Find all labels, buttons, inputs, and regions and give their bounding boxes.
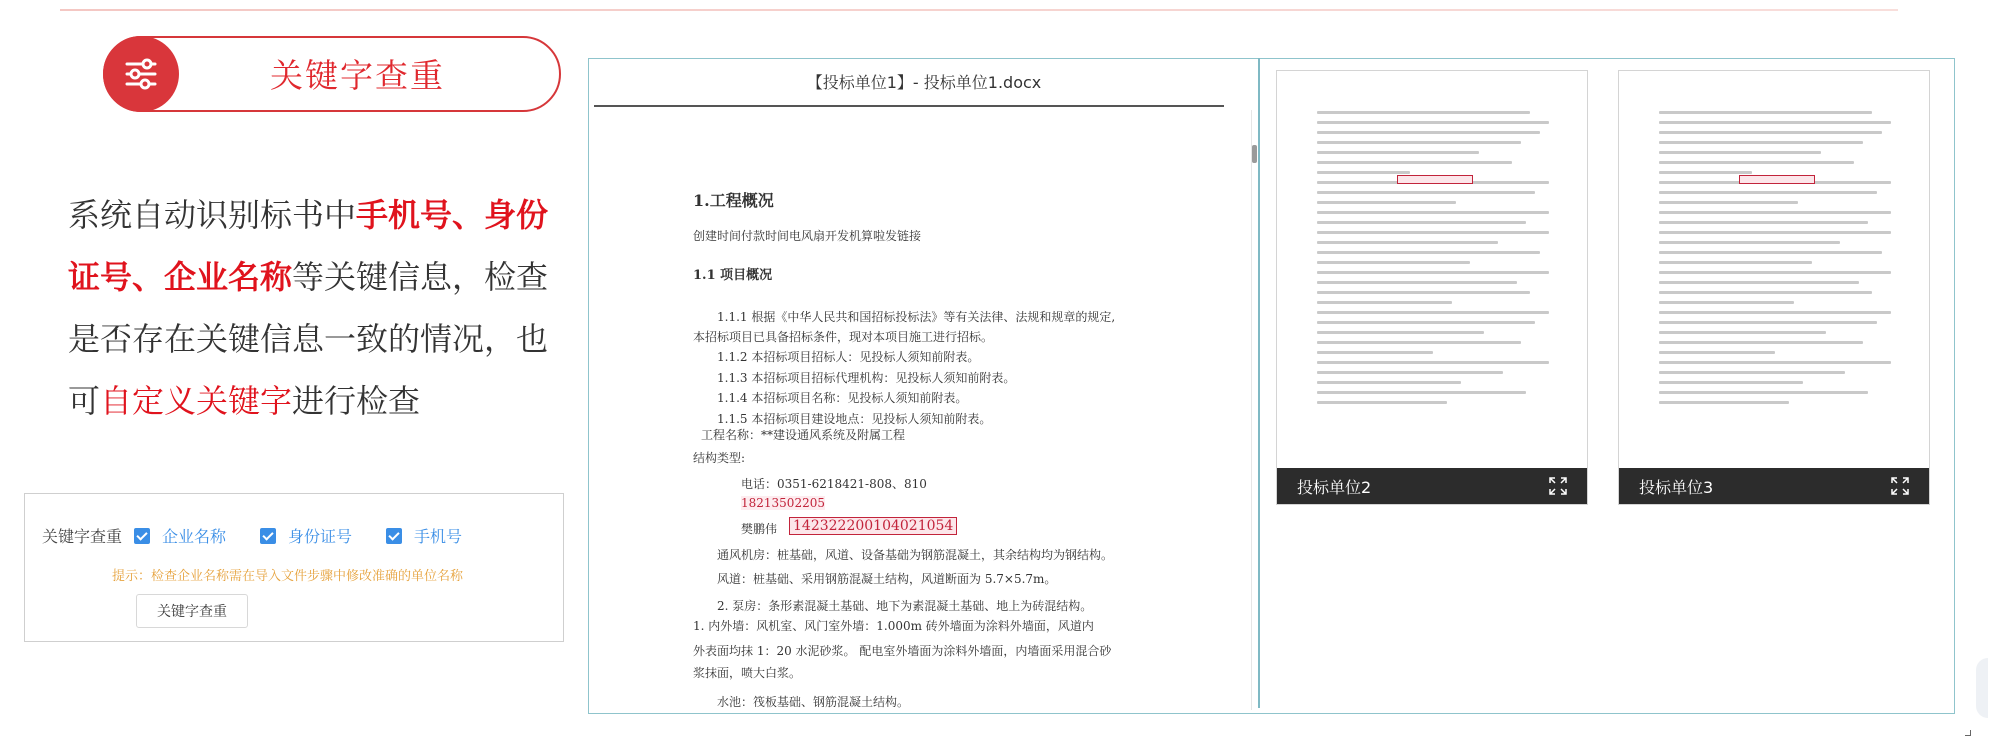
document-scroll-thumb[interactable] — [1252, 145, 1257, 163]
keyword-check-button[interactable]: 关键字查重 — [136, 594, 248, 628]
thumbnail-page-preview — [1659, 111, 1891, 411]
highlight-phone: 18213502205 — [741, 496, 825, 510]
feature-description — [68, 184, 554, 432]
checkbox-checked-icon[interactable] — [386, 528, 402, 544]
thumbnail-card[interactable] — [1276, 70, 1588, 505]
doc-subheading: 1.1 项目概况 — [693, 268, 773, 283]
document-title-rule — [594, 105, 1224, 107]
keyword-check-panel — [24, 493, 564, 642]
doc-line: 1.1.5 本招标项目建设地点：见投标人须知前附表。 — [717, 412, 992, 426]
doc-heading: 1.工程概况 — [693, 191, 774, 210]
doc-line: 结构类型: — [693, 451, 746, 465]
desc-text-3: 进行检查 — [292, 382, 421, 420]
doc-line: 2. 泵房：条形素混凝土基础、地下为素混凝土基础、地上为砖混结构。 — [717, 599, 1093, 613]
side-handle[interactable] — [1976, 658, 1988, 718]
thumbnail-caption-bar — [1277, 468, 1587, 504]
expand-icon[interactable] — [1891, 477, 1909, 495]
frame-divider — [1258, 58, 1260, 708]
top-divider — [60, 9, 1898, 11]
desc-text-1: 系统自动识别标书中 — [68, 196, 357, 234]
checkbox-label: 企业名称 — [162, 527, 227, 546]
doc-line: 外表面均抹 1：20 水泥砂浆。 配电室外墙面为涂料外墙面，内墙面采用混合砂 — [693, 644, 1112, 658]
doc-line: 本招标项目已具备招标条件，现对本项目施工进行招标。 — [693, 330, 994, 344]
doc-line: 1.1.4 本招标项目名称：见投标人须知前附表。 — [717, 391, 968, 405]
thumbnail-page-preview — [1317, 111, 1549, 411]
checkbox-phone[interactable] — [386, 524, 462, 547]
option-row — [42, 524, 496, 547]
doc-line: 水池：筏板基础、钢筋混凝土结构。 — [717, 695, 910, 709]
checkbox-checked-icon[interactable] — [134, 528, 150, 544]
doc-line: 风道：桩基础、采用钢筋混凝土结构，风道断面为 5.7×5.7m。 — [717, 572, 1057, 586]
thumbnail-highlight-box — [1397, 175, 1473, 184]
doc-line: 1.1.2 本招标项目招标人：见投标人须知前附表。 — [717, 350, 980, 364]
doc-line: 电话：0351-6218421-808、810 — [741, 477, 927, 491]
expand-icon[interactable] — [1549, 477, 1567, 495]
doc-line: 通风机房：桩基础，风道、设备基础为钢筋混凝土，其余结构均为钢结构。 — [717, 548, 1114, 562]
sliders-icon — [103, 36, 179, 112]
thumbnail-label: 投标单位3 — [1639, 477, 1714, 497]
doc-line: 工程名称：**建设通风系统及附属工程 — [701, 428, 906, 442]
thumbnail-caption-bar — [1619, 468, 1929, 504]
checkbox-company[interactable] — [134, 524, 226, 547]
document-title: 【投标单位1】- 投标单位1.docx — [806, 73, 1042, 92]
checkbox-checked-icon[interactable] — [260, 528, 276, 544]
feature-title: 关键字查重 — [270, 56, 445, 95]
doc-line: 1.1.3 本招标项目招标代理机构：见投标人须知前附表。 — [717, 371, 1016, 385]
option-label: 关键字查重 — [42, 527, 123, 546]
checkbox-label: 身份证号 — [288, 527, 353, 546]
highlight-id-number: 142322200104021054 — [789, 517, 957, 535]
document-scrollbar[interactable] — [1251, 110, 1252, 710]
thumbnail-label: 投标单位2 — [1297, 477, 1372, 497]
doc-line: 1.1.1 根据《中华人民共和国招标投标法》等有关法律、法规和规章的规定, — [717, 310, 1116, 324]
desc-highlight-custom: 自定义关键字 — [100, 382, 293, 420]
checkbox-id-number[interactable] — [260, 524, 352, 547]
resize-corner-icon — [1965, 730, 1971, 736]
thumbnail-card[interactable] — [1618, 70, 1930, 505]
checkbox-label: 手机号 — [414, 527, 463, 546]
thumbnail-highlight-box — [1739, 175, 1815, 184]
doc-line-name: 樊鹏伟 — [741, 522, 778, 536]
doc-line: 1. 内外墙：风机室、风门室外墙：1.000m 砖外墙面为涂料外墙面，风道内 — [693, 619, 1094, 633]
desc-highlight-keys: 手机号、身份证号、企业名称 — [68, 196, 549, 296]
doc-line: 浆抹面，喷大白浆。 — [693, 666, 802, 680]
doc-line: 创建时间付款时间电风扇开发机算啦发链接 — [693, 229, 922, 243]
desc-text-2: 等关键信息，检查是否存在关键信息一致的情况，也可 — [68, 258, 549, 420]
option-tip: 提示：检查企业名称需在导入文件步骤中修改准确的单位名称 — [112, 569, 464, 584]
